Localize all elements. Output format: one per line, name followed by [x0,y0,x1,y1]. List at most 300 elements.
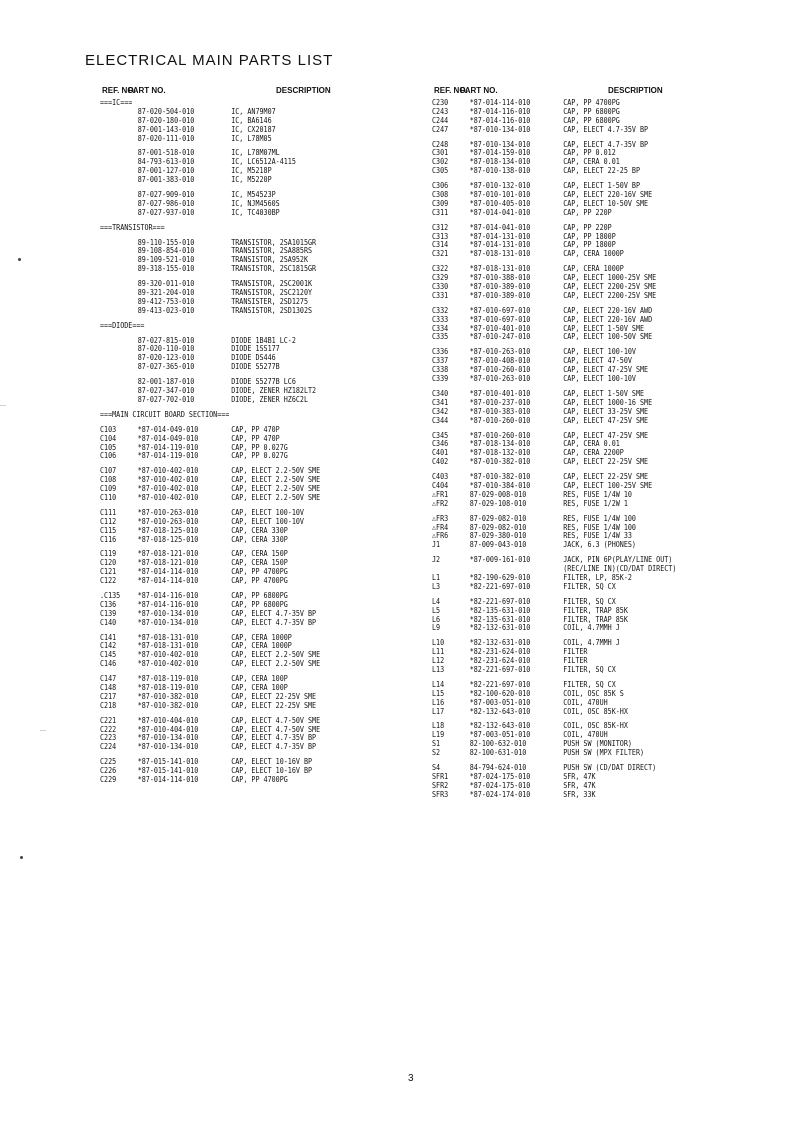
ref-no: C321 [432,248,449,259]
part-no: 87-027-937-010 [137,206,195,217]
part-no: 87-001-127-010 [137,165,195,176]
part-row [432,166,703,175]
part-no-header: PART NO. [128,86,166,95]
description: IC, M5218P [231,165,272,176]
description: COIL, 4.7MMH J [563,622,620,633]
part-no: *87-014-041-010 [469,206,531,217]
part-row [100,659,371,668]
ref-no: SFR1 [432,770,449,781]
part-no: 82-001-187-010 [137,376,195,387]
part-no: *87-014-159-010 [469,147,531,158]
part-no: *87-018-132-010 [469,447,531,458]
ref-no: S4 [432,762,441,772]
description: CAP, CERA 150P [231,557,288,568]
description: CAP, ELECT 22-25V SME [231,699,317,710]
description: PUSH SW (CD/DAT DIRECT) [563,762,657,772]
scan-speck [18,258,21,261]
part-no: 87-027-909-010 [137,189,195,200]
ref-no: C223 [100,732,117,743]
description: CAP, CERA 1000P [563,248,624,259]
ref-no-header: REF. NO. [102,86,136,95]
ref-no: C404 [432,479,449,490]
ref-no: C217 [100,690,117,701]
part-no: *87-010-382-010 [137,690,199,701]
part-row [432,374,703,383]
part-no: *87-014-116-010 [469,105,531,116]
part-no: *82-132-631-010 [469,622,531,633]
description: RES, FUSE 1/4W 10 [563,488,632,499]
ref-no: C140 [100,616,117,627]
part-no: 87-027-986-010 [137,197,195,208]
ref-no: L16 [432,696,445,707]
description: CAP, ELECT 220-16V AWD [563,304,653,315]
part-no: *87-010-402-010 [137,649,199,660]
part-no: 87-027-347-010 [137,385,195,396]
ref-no: C329 [432,272,449,283]
ref-no: C108 [100,474,117,485]
description: IC, M54523P [231,189,276,200]
part-no: *87-010-237-010 [469,396,531,407]
part-no: *87-018-121-010 [137,557,199,568]
part-no: *87-014-114-010 [137,774,199,784]
description: TRANSISTER, 2SD1275 [231,295,309,306]
ref-no: SFR3 [432,788,449,799]
description: CAP, CERA 330P [231,524,288,535]
part-row [432,249,703,258]
part-row [432,540,703,549]
ref-no: C322 [432,263,449,274]
part-row [432,665,703,674]
part-no: *87-010-263-010 [137,506,199,517]
part-no: *87-010-382-010 [137,699,199,710]
section-label: ===IC=== [100,97,133,107]
description: RES, FUSE 1/4W 100 [563,521,636,532]
ref-no: C333 [432,313,449,324]
part-no: *87-010-697-010 [469,313,531,324]
part-no: *87-014-116-010 [137,598,199,609]
ref-no: C109 [100,483,117,494]
description: CAP, ELECT 4.7-50V SME [231,723,321,734]
description: CAP, ELECT 2.2-50V SME [231,474,321,485]
part-no: *87-014-114-010 [137,575,199,586]
description: COIL, 470UH [563,729,608,740]
ref-no: C139 [100,607,117,618]
part-no: *82-221-697-010 [469,580,531,591]
part-no: *87-010-134-010 [469,123,531,134]
ref-no: ⚠FR2 [432,497,449,508]
description: IC, BA6146 [231,114,272,125]
description-header: DESCRIPTION [276,86,331,95]
description: CAP, ELECT 47-25V SME [563,414,649,425]
part-no: *87-018-131-010 [137,640,199,651]
description: SFR, 33K [563,788,596,799]
description: CAP, PP 220P [563,221,612,232]
part-row [432,790,703,799]
part-no: *87-018-131-010 [469,263,531,274]
part-no: 87-029-380-010 [469,530,527,541]
ref-no: C147 [100,673,117,684]
description: FILTER, SQ CX [563,580,616,591]
description: IC, CX20187 [231,123,276,134]
scan-mark [0,405,6,406]
description: CAP, ELECT 2.2-50V SME [231,658,321,669]
part-no: *82-132-643-010 [469,705,531,716]
ref-no: C308 [432,189,449,200]
description: CAP, PP 220P [563,206,612,217]
section-label: ===TRANSISTOR=== [100,221,165,232]
description: CAP, ELECT 2.2-50V SME [231,465,321,476]
description: FILTER [563,655,588,666]
part-no: *87-014-116-010 [469,114,531,125]
part-no: *87-010-402-010 [137,658,199,669]
description: CAP, CERA 1000P [231,631,292,642]
section-heading [100,410,371,419]
description: SFR, 47K [563,779,596,790]
part-row [432,707,703,716]
ref-no: SFR2 [432,779,449,790]
part-row [100,742,371,751]
ref-no: C313 [432,230,449,241]
part-no: *87-015-141-010 [137,765,199,776]
ref-no: C306 [432,180,449,191]
description: CAP, PP 4700PG [231,774,288,784]
description: TRANSISTOR, 2SA885RS [231,245,313,256]
description: CAP, PP 6800PG [231,589,288,600]
part-no: 87-009-043-010 [469,539,527,550]
description: CAP, ELECT 100-10V [563,346,636,357]
description: CAP, PP 1800P [563,230,616,241]
description: CAP, ELECT 220-16V SME [563,189,653,200]
ref-no: C112 [100,515,117,526]
description: TRANSISTOR, 2SA1015GR [231,236,317,247]
description: DIODE S5277B LC6 [231,376,296,387]
part-no: *87-010-697-010 [469,304,531,315]
ref-no: L13 [432,663,445,674]
part-row [432,125,703,134]
part-no: *87-003-051-010 [469,729,531,740]
part-no: 87-029-108-010 [469,497,527,508]
ref-no: C309 [432,197,449,208]
ref-no: C346 [432,438,449,449]
part-no: 89-412-753-010 [137,295,195,306]
ref-no: C338 [432,364,449,375]
description: CAP, ELECT 2.2-50V SME [231,483,321,494]
description: CAP, PP 0.027G [231,450,288,461]
ref-no: L4 [432,595,441,606]
ref-no: C115 [100,524,117,535]
part-no: 89-110-155-010 [137,236,195,247]
description: JACK, PIN 6P(PLAY/LINE OUT) [563,554,673,565]
part-no: *87-010-384-010 [469,479,531,490]
description: CAP, ELECT 1000-16 SME [563,396,653,407]
part-row [432,457,703,466]
description: CAP, PP 4700PG [231,566,288,577]
ref-no: ⚠FR4 [432,521,449,532]
ref-no: C301 [432,147,449,158]
description: PUSH SW (MONITOR) [563,738,632,749]
ref-no: C243 [432,105,449,116]
ref-no: C148 [100,681,117,692]
part-no: 87-020-111-010 [137,132,195,143]
part-no: 87-001-383-010 [137,174,195,185]
right-column [432,86,762,799]
description: CAP, ELECT 33-25V SME [563,405,649,416]
part-no: *87-014-131-010 [469,239,531,250]
description: CAP, ELECT 4.7-35V BP [563,138,649,149]
ref-no: L1 [432,571,441,582]
part-no: *87-010-134-010 [469,138,531,149]
description: JACK, 6.3 (PHONES) [563,539,636,550]
description: CAP, ELECT 22-25V SME [231,690,317,701]
description: CAP, CERA 100P [231,681,288,692]
part-no: *87-010-134-010 [137,741,199,752]
left-rows [100,98,430,784]
description: PUSH SW (MPX FILTER) [563,747,645,758]
part-no: *87-010-402-010 [137,474,199,485]
description: COIL, 4.7MMH J [563,637,620,648]
ref-no: L19 [432,729,445,740]
part-no: 89-109-521-010 [137,254,195,265]
ref-no: L9 [432,622,441,633]
ref-no: C311 [432,206,449,217]
part-no: *87-010-382-010 [469,456,531,467]
part-no: *87-010-247-010 [469,331,531,342]
description: CAP, ELECT 22-25V SME [563,471,649,482]
description: CAP, ELECT 1-50V SME [563,322,645,333]
description: COIL, OSC 85K-HX [563,705,628,716]
part-no: *87-014-041-010 [469,221,531,232]
part-no: *82-221-697-010 [469,678,531,689]
description: (REC/LINE IN)(CD/DAT DIRECT) [563,563,677,574]
part-no: 84-793-613-010 [137,156,195,167]
section-heading [100,321,371,330]
description: IC, TC4030BP [231,206,280,217]
part-row [100,362,371,371]
ref-no: C337 [432,355,449,366]
part-no: *87-014-114-010 [469,97,531,107]
ref-no: C225 [100,756,117,767]
part-no: *82-231-624-010 [469,655,531,666]
scan-speck [20,856,23,859]
part-no: *87-010-401-010 [469,322,531,333]
part-no: *82-190-629-010 [469,571,531,582]
description: CAP, CERA 2200P [563,447,624,458]
description: RES, FUSE 1/4W 33 [563,530,632,541]
ref-no: C222 [100,723,117,734]
description: CAP, ELECT 100-10V [563,373,636,384]
description: CAP, CERA 0.01 [563,438,620,449]
description: CAP, ELECT 47-50V [563,355,632,366]
part-no: *87-014-119-010 [137,441,199,452]
ref-no: C332 [432,304,449,315]
description: RES, FUSE 1/2W 1 [563,497,628,508]
ref-no: .C135 [100,589,121,600]
part-no: *87-010-389-010 [469,281,531,292]
part-row [100,175,371,184]
part-no: 89-413-023-010 [137,304,195,315]
ref-no: C120 [100,557,117,568]
part-row [100,775,371,784]
ref-no: C107 [100,465,117,476]
part-no: 89-321-204-010 [137,287,195,298]
part-no: 87-027-815-010 [137,334,195,345]
description: CAP, ELECT 100-25V SME [563,479,653,490]
ref-no: C218 [100,699,117,710]
part-no: *87-010-402-010 [137,465,199,476]
description: CAP, ELECT 100-10V [231,515,304,526]
description: CAP, ELECT 4.7-35V BP [231,732,317,743]
description: TRANSISTOR, 2SD1302S [231,304,313,315]
ref-no: J1 [432,539,441,550]
part-row [100,535,371,544]
part-no: *87-024-175-010 [469,770,531,781]
description: CAP, ELECT 1-50V BP [563,180,641,191]
part-row [100,618,371,627]
description: FILTER, TRAP 85K [563,613,628,624]
ref-no: L11 [432,646,445,657]
ref-no: L10 [432,637,445,648]
part-no: 89-320-011-010 [137,278,195,289]
page-number: 3 [408,1073,414,1084]
ref-no: C345 [432,429,449,440]
ref-no: C141 [100,631,117,642]
ref-no: C334 [432,322,449,333]
part-no: *87-018-134-010 [469,438,531,449]
ref-no: J2 [432,554,441,565]
part-row [432,748,703,757]
description: CAP, PP 6800PG [231,598,288,609]
ref-no: C403 [432,471,449,482]
description: FILTER, LP, 85K-2 [563,571,632,582]
section-heading [100,223,371,232]
part-no: *87-024-174-010 [469,788,531,799]
description: FILTER, TRAP 85K [563,604,628,615]
part-row [432,332,703,341]
left-column [100,86,430,784]
description: CAP, CERA 1000P [563,263,624,274]
part-no: *87-014-114-010 [137,566,199,577]
part-no: *87-014-116-010 [137,589,199,600]
ref-no: ⚠FR3 [432,512,449,523]
part-no: *87-010-402-010 [137,483,199,494]
part-no: *87-010-101-010 [469,189,531,200]
description: CAP, CERA 330P [231,533,288,544]
description: IC, L78M07ML [231,147,280,158]
ref-no: C340 [432,387,449,398]
part-no: *87-018-125-010 [137,533,199,544]
part-no: 89-108-854-010 [137,245,195,256]
description: CAP, ELECT 1-50V SME [563,387,645,398]
description: DIODE, ZENER HZ182LT2 [231,385,317,396]
part-no: *87-010-134-010 [137,732,199,743]
description: CAP, ELECT 4.7-35V BP [231,607,317,618]
description: CAP, ELECT 10-50V SME [563,197,649,208]
part-no: *87-018-134-010 [469,156,531,167]
part-no: 87-027-365-010 [137,361,195,372]
part-no: *87-010-404-010 [137,723,199,734]
part-no: 87-020-180-010 [137,114,195,125]
description: CAP, PP 4700PG [563,97,620,107]
part-no: *82-100-620-010 [469,687,531,698]
description: IC, LC6512A-4115 [231,156,296,167]
description: CAP, PP 6800PG [563,105,620,116]
description: CAP, ELECT 4.7-50V SME [231,714,321,725]
ref-no: C106 [100,450,117,461]
part-no: 87-020-110-010 [137,343,195,354]
ref-no: C103 [100,423,117,434]
part-no: 87-029-082-010 [469,512,527,523]
description: CAP, CERA 1000P [231,640,292,651]
left-column-header [100,86,430,98]
part-no: *82-231-624-010 [469,646,531,657]
part-no: *87-010-134-010 [137,607,199,618]
ref-no: C341 [432,396,449,407]
part-no: *87-014-131-010 [469,230,531,241]
description: DIODE 1B4B1 LC-2 [231,334,296,345]
right-rows [432,98,762,799]
part-no: 89-318-155-010 [137,263,195,274]
part-row [100,134,371,143]
ref-no: C312 [432,221,449,232]
part-no: *87-010-260-010 [469,364,531,375]
part-no: *87-018-125-010 [137,524,199,535]
ref-no: C111 [100,506,117,517]
description: CAP, PP 6800PG [563,114,620,125]
ref-no: C145 [100,649,117,660]
part-row [100,576,371,585]
ref-no: C302 [432,156,449,167]
ref-no-header: REF. NO. [434,86,468,95]
ref-no: C344 [432,414,449,425]
part-no: *87-010-405-010 [469,197,531,208]
description: TRANSISTOR, 2SC2001K [231,278,313,289]
part-no: *87-010-382-010 [469,471,531,482]
description: COIL, OSC 85K-HX [563,720,628,731]
description: CAP, PP 4700PG [231,575,288,586]
description: COIL, OSC 85K S [563,687,624,698]
part-no: *87-010-402-010 [137,491,199,502]
description: IC, AN79M07 [231,105,276,116]
ref-no: L17 [432,705,445,716]
part-no: *87-010-260-010 [469,429,531,440]
ref-no: C221 [100,714,117,725]
part-no: *87-003-051-010 [469,696,531,707]
ref-no: L18 [432,720,445,731]
description: TRANSISTOR, 2SC1815GR [231,263,317,274]
description: IC, NJM4560S [231,197,280,208]
part-row [100,208,371,217]
description: IC, M5220P [231,174,272,185]
ref-no: C142 [100,640,117,651]
ref-no: C121 [100,566,117,577]
ref-no: S1 [432,738,441,749]
description: CAP, PP 0.012 [563,147,616,158]
part-no: *87-010-263-010 [469,373,531,384]
description: DIODE 1SS177 [231,343,280,354]
description: CAP, ELECT 47-25V SME [563,364,649,375]
description: CAP, ELECT 100-10V [231,506,304,517]
description: DIODE DS446 [231,352,276,363]
description: RES, FUSE 1/4W 100 [563,512,636,523]
part-no: *82-221-697-010 [469,663,531,674]
part-row [100,395,371,404]
ref-no: C122 [100,575,117,586]
description: TRANSISTOR, 2SA952K [231,254,309,265]
description: CAP, ELECT 4.7-35V BP [231,741,317,752]
page-title: ELECTRICAL MAIN PARTS LIST [85,52,334,69]
part-no: *87-018-131-010 [137,631,199,642]
part-row [100,701,371,710]
